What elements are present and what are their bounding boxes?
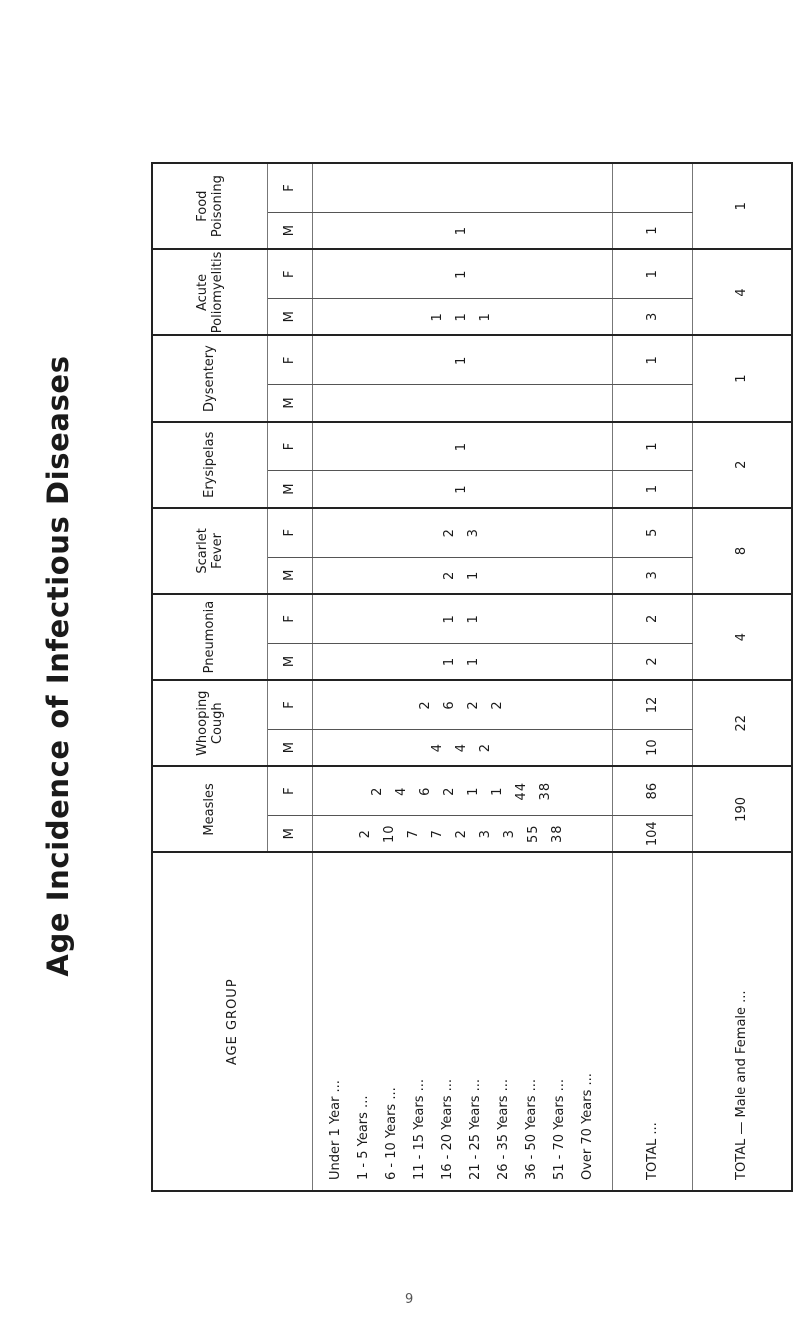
sex-label-f: F [267,163,312,212]
cell-value: 1 [490,786,505,796]
cell-value: 1 [454,312,469,322]
dysentery-grand-total: 1 [692,336,792,422]
cell-value: 2 [358,829,373,839]
scarlet-fever-total-m: 3 [612,557,692,594]
acute-poliomyelitis-grand-total: 4 [692,249,792,335]
disease-table [151,162,791,1192]
sex-label-m: M [267,643,312,680]
cell-value: 1 [430,312,445,322]
scarlet-fever-total-f: 5 [612,508,692,557]
food-poisoning-f-cells [312,163,612,212]
scarlet-fever-f-cells [312,508,612,557]
measles-total-f: 86 [612,766,692,815]
dysentery-m-cells [312,385,612,422]
header-food-poisoning: Food Poisoning [152,163,267,249]
food-poisoning-m-cells [312,212,612,249]
cell-value: 3 [466,528,481,538]
erysipelas-total-f: 1 [612,422,692,471]
cell-value: 1 [454,269,469,279]
sex-label-m: M [267,212,312,249]
cell-value: 3 [478,829,493,839]
cell-value: 2 [454,829,469,839]
dysentery-f-cells [312,336,612,385]
age-row-label: 11 - 15 Years ... [412,1079,427,1180]
pneumonia-m-cells [312,643,612,680]
cell-value: 4 [394,786,409,796]
page-title: Age Incidence of Infectious Diseases [41,355,75,977]
food-poisoning-grand-total: 1 [692,163,792,249]
age-row-label: 6 - 10 Years ... [384,1087,399,1180]
scarlet-fever-grand-total: 8 [692,508,792,594]
cell-value: 2 [442,786,457,796]
acute-poliomyelitis-m-cells [312,299,612,336]
cell-value: 2 [370,786,385,796]
age-rows [322,853,602,1180]
age-row-label: 21 - 25 Years ... [468,1079,483,1180]
cell-value: 1 [454,225,469,236]
sex-label-m: M [267,816,312,853]
cell-value: 7 [406,829,421,839]
measles-f-cells [312,766,612,815]
sex-label-m: M [267,557,312,594]
cell-value: 1 [454,484,469,494]
cell-value: 1 [466,614,481,624]
grand-total-row-label: TOTAL — Male and Female ... [692,852,792,1191]
measles-grand-total: 190 [692,766,792,852]
cell-value: 6 [418,786,433,796]
cell-value: 1 [442,656,457,667]
pneumonia-f-cells [312,594,612,643]
cell-value: 2 [442,528,457,538]
header-measles: Measles [152,766,267,852]
cell-value: 2 [466,700,481,710]
sex-label-m: M [267,729,312,766]
sex-label-f: F [267,680,312,729]
header-whooping-cough: Whooping Cough [152,680,267,766]
age-row-label: 16 - 20 Years ... [440,1079,455,1180]
pneumonia-grand-total: 4 [692,594,792,680]
age-row-label: 51 - 70 Years ... [552,1079,567,1180]
header-pneumonia: Pneumonia [152,594,267,680]
cell-value: 1 [454,441,469,452]
cell-value: 2 [478,742,493,753]
cell-value: 38 [550,824,565,844]
cell-value: 4 [454,742,469,753]
age-row-label: Over 70 Years ... [580,1073,595,1180]
total-row-label: TOTAL ... [612,852,692,1191]
cell-value: 55 [526,824,541,844]
cell-value: 10 [382,824,397,844]
cell-value: 1 [466,570,481,580]
sex-label-m: M [267,299,312,336]
cell-value: 38 [538,781,553,801]
cell-value: 44 [514,781,529,801]
age-row-label: 1 - 5 Years ... [356,1095,371,1180]
age-rows-list [312,852,612,1191]
header-dysentery: Dysentery [152,336,267,422]
age-row-label: Under 1 Year ... [328,1080,343,1180]
measles-total-m: 104 [612,816,692,853]
acute-poliomyelitis-total-m: 3 [612,299,692,336]
erysipelas-total-m: 1 [612,471,692,508]
age-group-header: AGE GROUP [152,852,312,1191]
cell-value: 4 [430,742,445,753]
cell-value: 1 [466,656,481,667]
header-acute-poliomyelitis: Acute Poliomyelitis [152,249,267,335]
whooping-cough-total-m: 10 [612,729,692,766]
whooping-cough-f-cells [312,680,612,729]
sex-label-m: M [267,471,312,508]
acute-poliomyelitis-total-f: 1 [612,249,692,298]
dysentery-total-m [612,385,692,422]
cell-value: 2 [442,570,457,580]
measles-m-cells [312,816,612,853]
header-scarlet-fever: Scarlet Fever [152,508,267,594]
erysipelas-m-cells [312,471,612,508]
sex-label-f: F [267,422,312,471]
pneumonia-total-f: 2 [612,594,692,643]
food-poisoning-total-f [612,163,692,212]
age-row-label: 26 - 35 Years ... [496,1079,511,1180]
whooping-cough-m-cells [312,729,612,766]
dysentery-total-f: 1 [612,336,692,385]
page-number: 9 [405,1292,414,1307]
incidence-grid [151,162,793,1192]
cell-value: 6 [442,700,457,710]
sex-label-f: F [267,336,312,385]
sex-label-f: F [267,766,312,815]
cell-value: 1 [478,312,493,322]
sex-label-f: F [267,594,312,643]
erysipelas-f-cells [312,422,612,471]
food-poisoning-total-m: 1 [612,212,692,249]
cell-value: 2 [490,700,505,710]
cell-value: 3 [502,829,517,839]
cell-value: 1 [454,355,469,366]
header-erysipelas: Erysipelas [152,422,267,508]
sex-label-f: F [267,249,312,298]
whooping-cough-grand-total: 22 [692,680,792,766]
cell-value: 1 [442,614,457,624]
sex-label-f: F [267,508,312,557]
pneumonia-total-m: 2 [612,643,692,680]
age-row-label: 36 - 50 Years ... [524,1079,539,1180]
scarlet-fever-m-cells [312,557,612,594]
cell-value: 7 [430,829,445,839]
sex-label-m: M [267,385,312,422]
acute-poliomyelitis-f-cells [312,249,612,298]
cell-value: 1 [466,786,481,796]
erysipelas-grand-total: 2 [692,422,792,508]
cell-value: 2 [418,700,433,710]
whooping-cough-total-f: 12 [612,680,692,729]
